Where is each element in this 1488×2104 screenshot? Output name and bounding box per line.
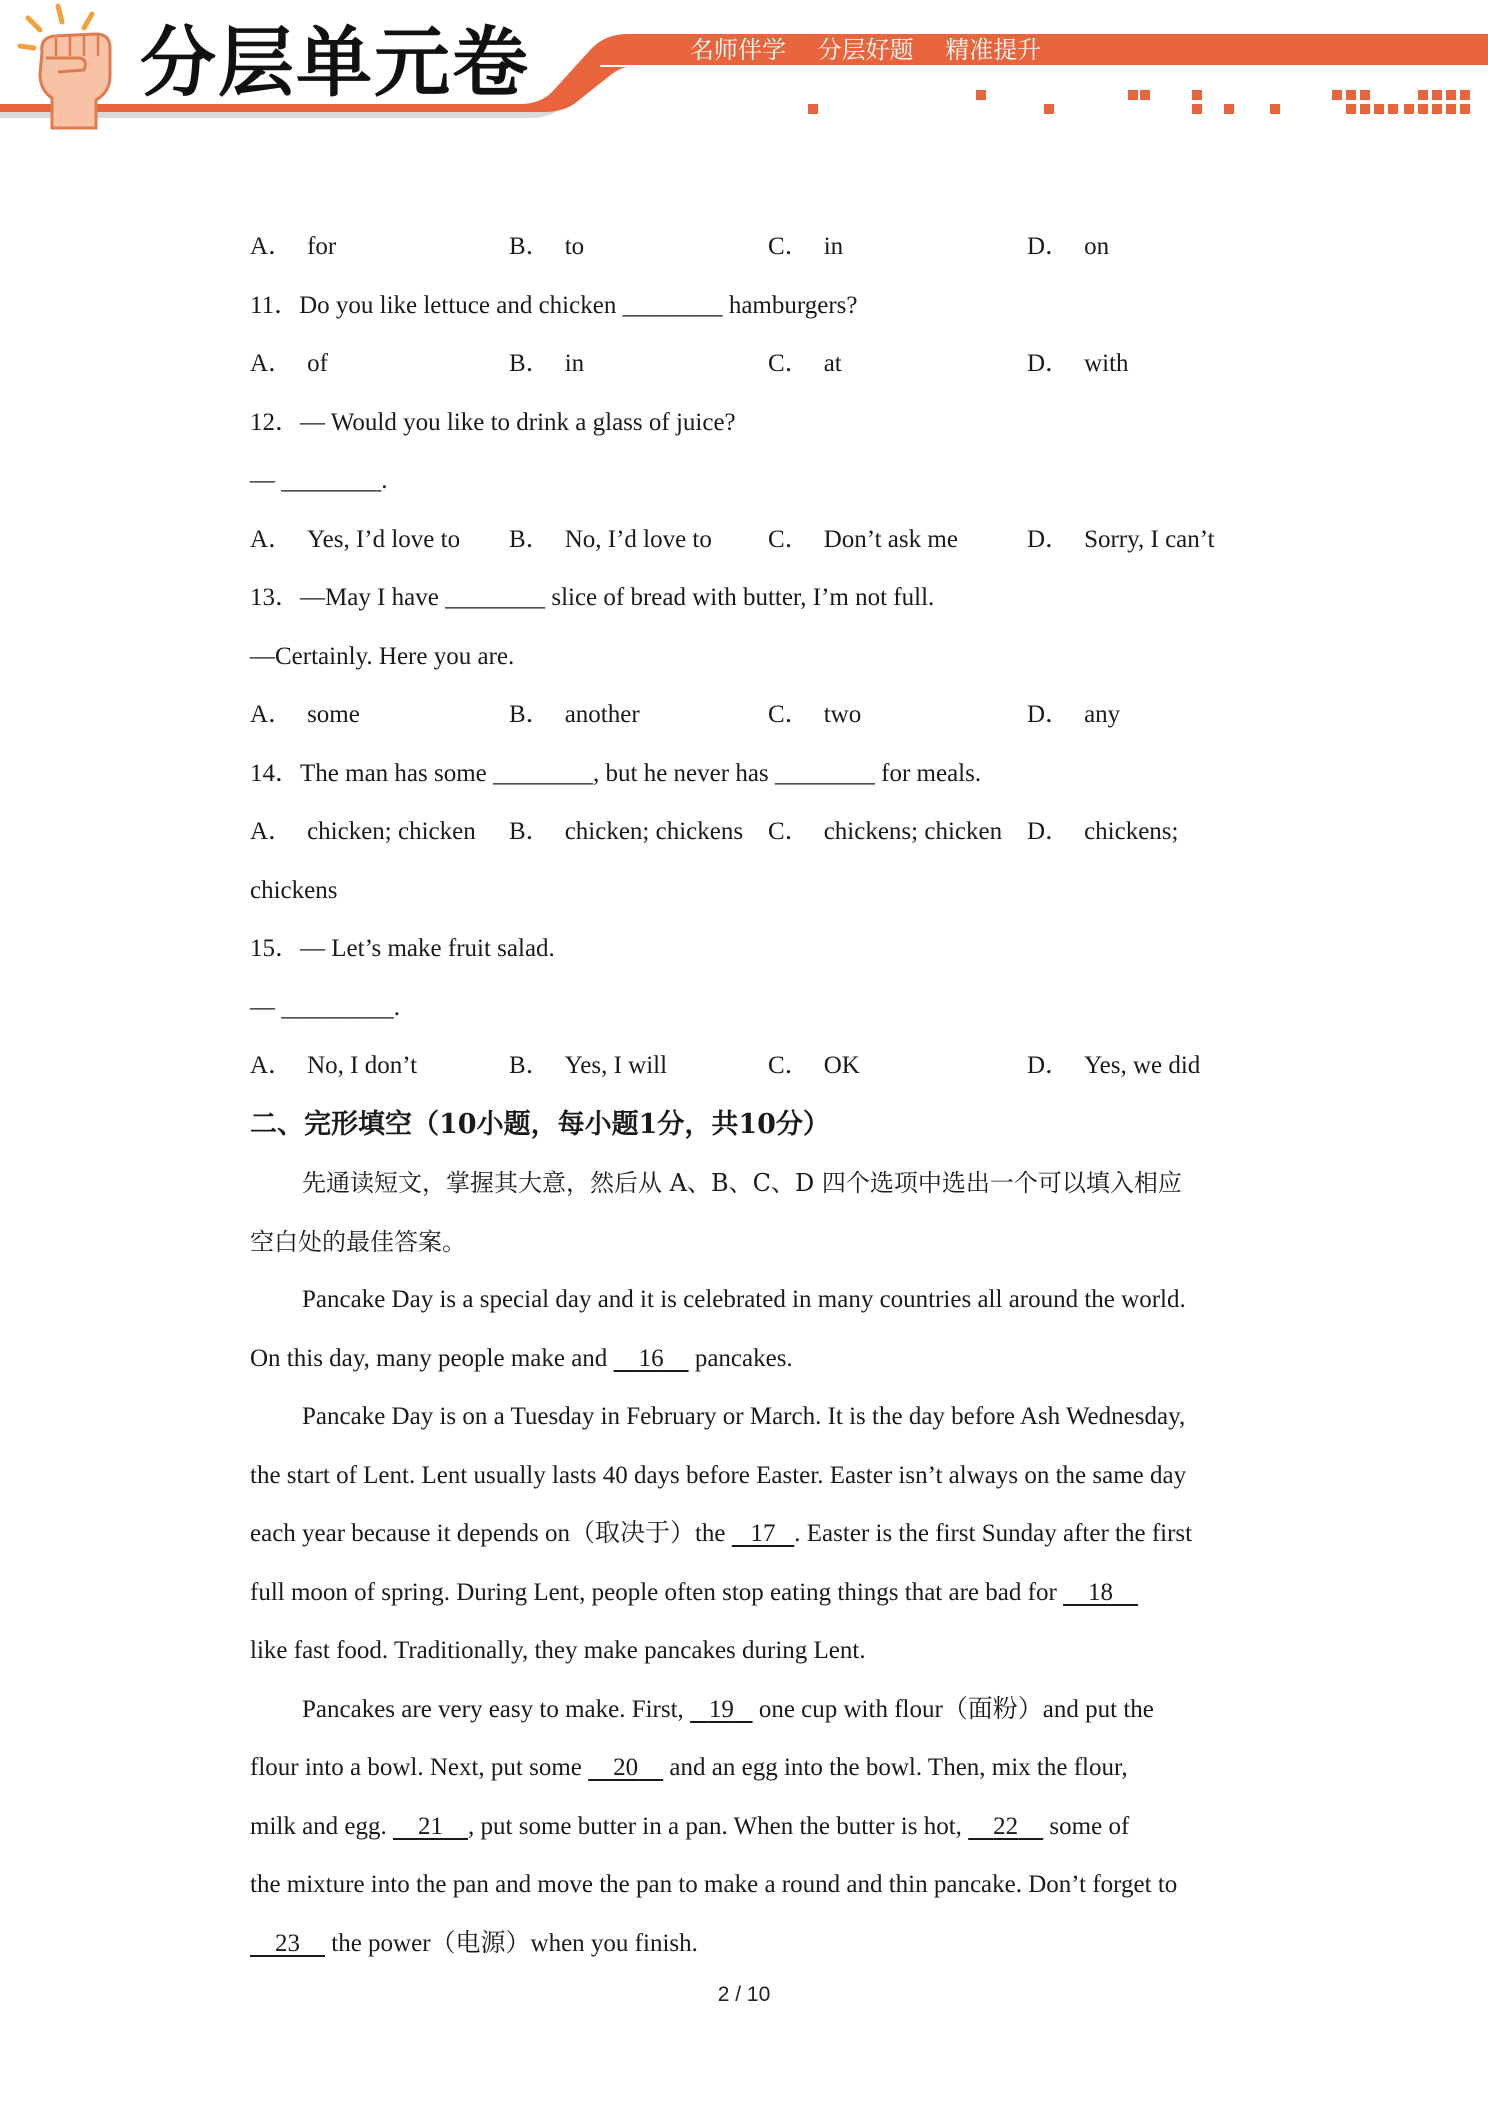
section-instructions: 先通读短文，掌握其大意，然后从 A、B、C、D 四个选项中选出一个可以填入相应: [302, 1169, 1182, 1197]
blank-22: 22: [993, 1812, 1019, 1840]
slogan-item: 精准提升: [945, 36, 1042, 64]
blank-17: 17: [750, 1520, 776, 1547]
option-d: D． any: [1027, 701, 1121, 728]
decorative-squares: [808, 90, 1470, 114]
blank-19: 19: [708, 1695, 734, 1723]
section-instructions-cont: 空白处的最佳答案。: [250, 1227, 466, 1256]
q12-stem: 12．— Would you like to drink a glass of juice?: [250, 408, 736, 436]
passage-line: the start of Lent. Lent usually lasts 40 days before Easter. Easter isn’t always on the same day: [250, 1461, 1187, 1489]
option-c: C． OK: [768, 1052, 860, 1079]
q14-stem: 14．The man has some ________, but he never has ________ for meals.: [250, 759, 982, 787]
q13-stem: 13．—May I have ________ slice of bread with butter, I’m not full.: [250, 584, 935, 611]
q13-options: [250, 686, 1250, 745]
option-b: B． chicken; chickens: [509, 818, 744, 845]
option-c: C． two: [768, 701, 862, 728]
blank-16: 16: [638, 1344, 664, 1372]
passage-line: Pancake Day is a special day and it is celebrated in many countries all around the world.: [302, 1286, 1186, 1313]
passage-line: like fast food. Traditionally, they make pancakes during Lent.: [250, 1637, 866, 1664]
q15-options: [250, 1037, 1250, 1096]
passage-line: On this day, many people make and 16 pancakes.: [250, 1344, 793, 1372]
option-d: D． Sorry, I can’t: [1027, 525, 1215, 553]
blank-20: 20: [613, 1754, 639, 1781]
passage-line: milk and egg. 21 , put some butter in a pan. When the butter is hot, 22 some of: [250, 1812, 1130, 1840]
option-a: A． No, I don’t: [250, 1052, 418, 1079]
option-d: D． Yes, we did: [1027, 1052, 1201, 1079]
option-c: C． in: [768, 233, 844, 260]
q13-reply: —Certainly. Here you are.: [250, 642, 515, 670]
worksheet-content: [250, 218, 1250, 1973]
slogan-item: 名师伴学: [690, 36, 786, 64]
option-c: C． Don’t ask me: [768, 525, 958, 553]
section-title: 二、完形填空（10小题，每小题1分，共10分）: [250, 1108, 830, 1140]
blank-23: 23: [275, 1929, 300, 1957]
page-header: [0, 0, 1488, 130]
option-b: B． No, I’d love to: [509, 525, 712, 553]
option-b: B． to: [509, 233, 585, 260]
option-d: D． chickens;: [1027, 818, 1179, 845]
q10-options: [250, 218, 1250, 277]
option-c: C． at: [768, 350, 842, 377]
option-d: D． on: [1027, 233, 1110, 260]
q15-reply: — _________.: [250, 993, 400, 1021]
q12-reply: — ________.: [250, 467, 388, 494]
option-d: D． with: [1027, 350, 1129, 377]
q11-stem: 11．Do you like lettuce and chicken ________ hamburgers?: [250, 291, 858, 319]
option-b: B． another: [509, 701, 640, 728]
blank-21: 21: [418, 1812, 444, 1840]
q14-options: [250, 803, 1250, 862]
option-a: A． for: [250, 233, 337, 260]
header-slogan: [690, 34, 1065, 66]
option-a: A． Yes, I’d love to: [250, 525, 461, 553]
slogan-item: 分层好题: [817, 36, 914, 64]
passage-line: 23 the power（电源）when you finish.: [250, 1915, 1250, 1974]
q14-option-d-continued: chickens: [250, 876, 338, 904]
brand-title: 分层单元卷: [140, 18, 530, 107]
page-number: 2 / 10: [717, 1983, 771, 2006]
passage-line: the mixture into the pan and move the pan to make a round and thin pancake. Don’t forget to: [250, 1871, 1178, 1898]
q15-stem: 15．— Let’s make fruit salad.: [250, 935, 555, 962]
passage-line: flour into a bowl. Next, put some 20 and an egg into the bowl. Then, mix the flour,: [250, 1754, 1128, 1781]
passage-line: full moon of spring. During Lent, people often stop eating things that are bad for 18: [250, 1564, 1250, 1623]
option-a: A． of: [250, 350, 328, 377]
passage-line: Pancakes are very easy to make. First, 19 one cup with flour（面粉）and put the: [302, 1695, 1154, 1723]
q11-options: [250, 335, 1250, 394]
q12-options: [250, 511, 1250, 570]
blank-18: 18: [1088, 1578, 1114, 1606]
option-c: C． chickens; chicken: [768, 818, 1003, 845]
passage-line: Pancake Day is on a Tuesday in February or March. It is the day before Ash Wednesday,: [302, 1403, 1186, 1430]
option-a: A． chicken; chicken: [250, 818, 476, 845]
passage-line: each year because it depends on（取决于）the 17 . Easter is the first Sunday after the first: [250, 1520, 1193, 1547]
option-b: B． Yes, I will: [509, 1052, 668, 1079]
option-a: A． some: [250, 701, 360, 728]
option-b: B． in: [509, 350, 585, 377]
